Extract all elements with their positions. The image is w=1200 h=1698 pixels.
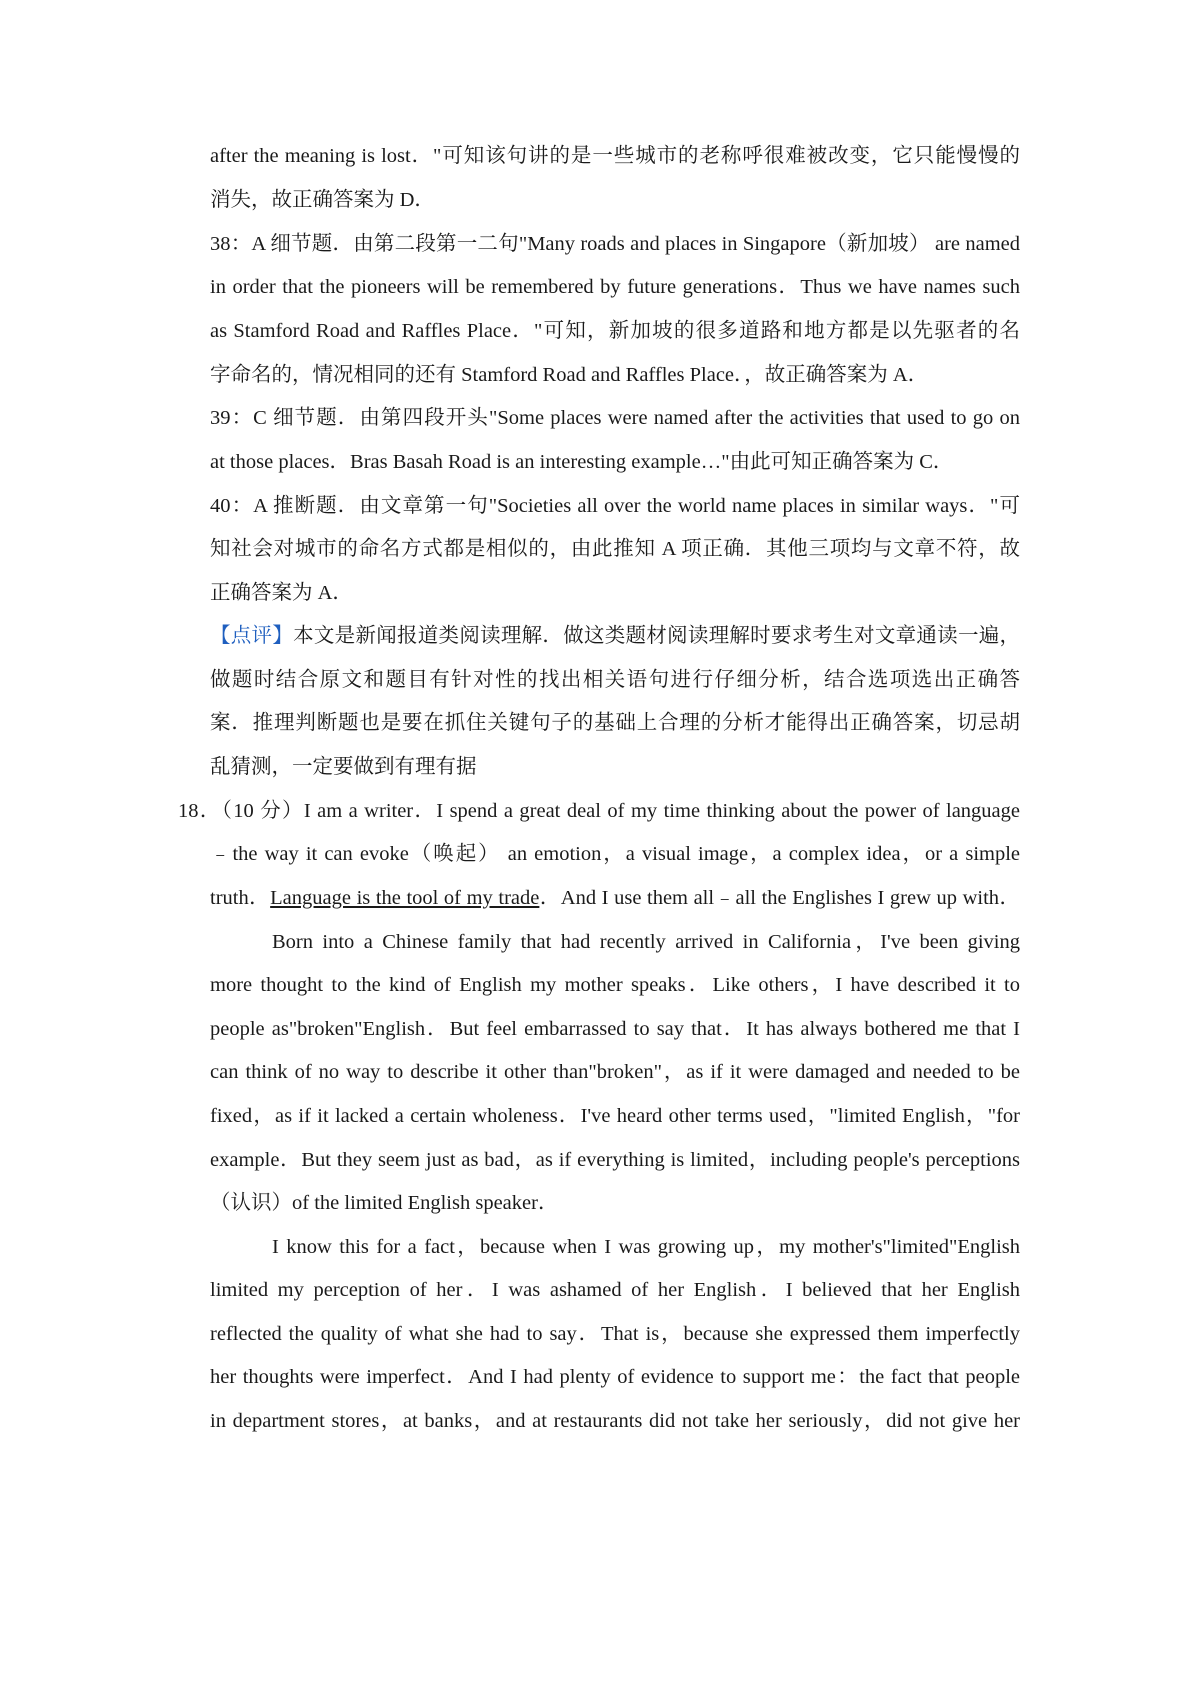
q40-line-1: 40：A 推断题．由文章第一句"Societies all over the world name places in similar ways．"可 bbox=[210, 495, 1020, 517]
q38-line-1: 38：A 细节题．由第二段第一二句"Many roads and places in Singapore（新加坡） are named bbox=[210, 233, 1020, 255]
q18-line-3-pre: truth． bbox=[210, 887, 271, 909]
q18-line-3 bbox=[210, 883, 1020, 913]
q39-line-2: at those places．Bras Basah Road is an interesting example…"由此可知正确答案为 C． bbox=[210, 451, 954, 473]
para3-line-3: reflected the quality of what she had to say．That is，because she expressed them imperfectly bbox=[210, 1323, 1020, 1345]
q18-line-1: 18．（10 分）I am a writer．I spend a great deal of my time thinking about the power of language bbox=[178, 800, 1020, 822]
q18-line-2: ﹣the way it can evoke（唤起） an emotion，a visual image，a complex idea，or a simple bbox=[210, 843, 1020, 865]
q40-line-2: 知社会对城市的命名方式都是相似的，由此推知 A 项正确．其他三项均与文章不符，故 bbox=[210, 538, 1020, 560]
para2-line-6: example．But they seem just as bad，as if everything is limited，including people's perceptions bbox=[210, 1149, 1020, 1171]
comment-line-1 bbox=[210, 621, 1020, 651]
para3-line-5: in department stores，at banks，and at restaurants did not take her seriously，did not give her bbox=[210, 1410, 1020, 1432]
q40-line-3: 正确答案为 A． bbox=[210, 582, 353, 604]
q37-line-1: after the meaning is lost．"可知该句讲的是一些城市的老称呼很难被改变，它只能慢慢的 bbox=[210, 145, 1020, 167]
para3-line-2: limited my perception of her．I was ashamed of her English．I believed that her English bbox=[210, 1279, 1020, 1301]
q37-line-2: 消失，故正确答案为 D． bbox=[210, 189, 435, 211]
q38-line-2: in order that the pioneers will be remembered by future generations．Thus we have names such bbox=[210, 276, 1020, 298]
para2-line-4: can think of no way to describe it other than"broken"，as if it were damaged and needed to be bbox=[210, 1061, 1020, 1083]
comment-line-1-text: 本文是新闻报道类阅读理解．做这类题材阅读理解时要求考生对文章通读一遍， bbox=[293, 625, 1021, 647]
para2-line-2: more thought to the kind of English my mother speaks．Like others，I have described it to bbox=[210, 974, 1020, 996]
q18-line-3-post: ．And I use them all﹣all the Englishes I grew up with． bbox=[539, 887, 1021, 909]
para2-line-1: Born into a Chinese family that had recently arrived in California，I've been giving bbox=[272, 931, 1020, 953]
q38-line-3: as Stamford Road and Raffles Place．"可知，新加坡的很多道路和地方都是以先驱者的名 bbox=[210, 320, 1020, 342]
comment-line-4: 乱猜测，一定要做到有理有据 bbox=[210, 756, 477, 778]
para2-line-5: fixed，as if it lacked a certain wholeness．I've heard other terms used，"limited English，"for bbox=[210, 1105, 1020, 1127]
comment-line-2: 做题时结合原文和题目有针对性的找出相关语句进行仔细分析，结合选项选出正确答 bbox=[210, 669, 1020, 691]
q38-line-4: 字命名的，情况相同的还有 Stamford Road and Raffles Place．，故正确答案为 A． bbox=[210, 364, 929, 386]
comment-line-3: 案．推理判断题也是要在抓住关键句子的基础上合理的分析才能得出正确答案，切忌胡 bbox=[210, 712, 1020, 734]
para2-line-7: （认识）of the limited English speaker． bbox=[210, 1192, 559, 1214]
para2-line-3: people as"broken"English．But feel embarrassed to say that．It has always bothered me that I bbox=[210, 1018, 1020, 1040]
q39-line-1: 39：C 细节题．由第四段开头"Some places were named after the activities that used to go on bbox=[210, 407, 1020, 429]
para3-line-4: her thoughts were imperfect．And I had plenty of evidence to support me：the fact that people bbox=[210, 1366, 1020, 1388]
para3-line-1: I know this for a fact，because when I was growing up，my mother's"limited"English bbox=[272, 1236, 1020, 1258]
comment-tag: 【点评】 bbox=[210, 625, 294, 647]
underlined-phrase: Language is the tool of my trade bbox=[270, 887, 540, 909]
